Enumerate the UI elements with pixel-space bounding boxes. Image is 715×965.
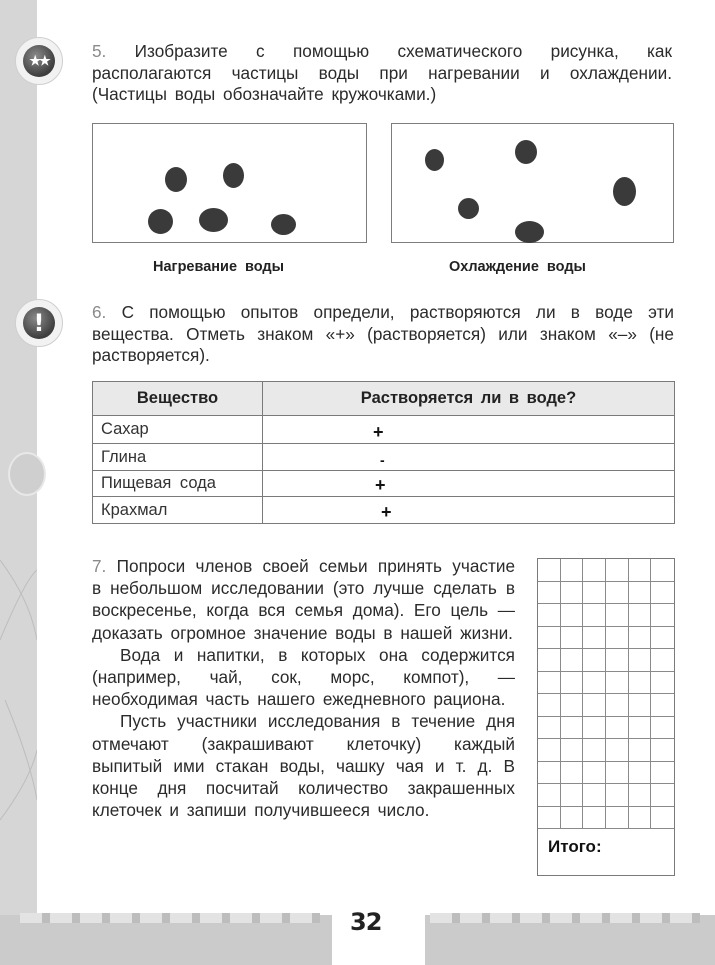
water-particle (223, 163, 244, 188)
heating-diagram[interactable] (92, 123, 367, 243)
tally-cell[interactable] (561, 627, 584, 650)
tally-cell[interactable] (561, 807, 584, 830)
tally-cell[interactable] (606, 582, 629, 605)
task-6-number: 6. (92, 302, 107, 322)
stars-badge (15, 37, 63, 85)
tally-cell[interactable] (606, 739, 629, 762)
page-number: 32 (350, 908, 382, 936)
tally-cell[interactable] (538, 672, 561, 695)
tally-cell[interactable] (538, 762, 561, 785)
tally-cell[interactable] (629, 672, 652, 695)
water-particle (148, 209, 173, 234)
tally-cell[interactable] (651, 559, 674, 582)
tally-cell[interactable] (651, 762, 674, 785)
substance-cell: Глина (93, 444, 263, 471)
tally-cell[interactable] (606, 627, 629, 650)
tally-cell[interactable] (629, 717, 652, 740)
tally-cell[interactable] (606, 604, 629, 627)
task-6-instructions: С помощью опытов определи, растворяются ли в воде эти вещества. Отметь знаком «+» (растворяется) или знаком «–» (не растворяется). (92, 302, 674, 365)
answer-mark: - (380, 452, 385, 468)
tally-cell[interactable] (583, 582, 606, 605)
answer-mark: + (381, 502, 392, 522)
tally-cell[interactable] (583, 717, 606, 740)
tally-cell[interactable] (629, 582, 652, 605)
header-dissolves: Растворяется ли в воде? (263, 382, 675, 416)
cooling-caption: Охлаждение воды (449, 259, 586, 275)
tally-cell[interactable] (561, 762, 584, 785)
tally-cell[interactable] (606, 559, 629, 582)
tally-cell[interactable] (538, 627, 561, 650)
water-particle (515, 221, 544, 243)
tally-cell[interactable] (538, 582, 561, 605)
total-row[interactable] (538, 829, 674, 875)
tally-cell[interactable] (583, 604, 606, 627)
tally-cell[interactable] (651, 604, 674, 627)
table-row (93, 497, 675, 524)
water-particle (165, 167, 187, 192)
table-row (93, 444, 675, 471)
water-particle (515, 140, 537, 164)
tally-cell[interactable] (538, 559, 561, 582)
tally-cell[interactable] (561, 739, 584, 762)
tally-cell[interactable] (606, 807, 629, 830)
tally-cell[interactable] (561, 559, 584, 582)
answer-cell[interactable] (263, 497, 675, 524)
task-5-text (92, 41, 672, 106)
tally-cell[interactable] (629, 784, 652, 807)
tally-cell[interactable] (583, 784, 606, 807)
tally-cell[interactable] (629, 762, 652, 785)
cooling-diagram[interactable] (391, 123, 674, 243)
tally-cell[interactable] (651, 672, 674, 695)
tally-cell[interactable] (538, 784, 561, 807)
task-7-paragraph: Вода и напитки, в которых она содержится (например, чай, сок, морс, компот), — необходимая часть нашего ежедневного рациона. (92, 644, 515, 710)
tally-cell[interactable] (651, 694, 674, 717)
substance-cell: Крахмал (93, 497, 263, 524)
task-7-paragraph: 7. Попроси членов своей семьи принять участие в небольшом исследовании (это лучше сделать в воскресенье, когда вся семья дома). Его цель — доказать огромное значение воды в нашей жизни. (92, 556, 516, 643)
tally-cell[interactable] (651, 784, 674, 807)
water-particle (425, 149, 444, 171)
tally-cell[interactable] (561, 604, 584, 627)
substance-cell: Сахар (93, 416, 263, 444)
tally-cell[interactable] (583, 694, 606, 717)
tally-cell[interactable] (629, 739, 652, 762)
water-particle (271, 214, 296, 235)
tally-cell[interactable] (606, 762, 629, 785)
tally-cell[interactable] (561, 784, 584, 807)
answer-mark: + (373, 422, 384, 442)
tally-cell[interactable] (629, 649, 652, 672)
tally-cells (538, 559, 674, 829)
tally-cell[interactable] (583, 672, 606, 695)
substance-cell: Пищевая сода (93, 471, 263, 497)
tally-cell[interactable] (538, 717, 561, 740)
tally-cell[interactable] (538, 694, 561, 717)
water-particle (613, 177, 636, 206)
tally-cell[interactable] (606, 672, 629, 695)
tally-cell[interactable] (606, 717, 629, 740)
task-7-text (92, 555, 515, 821)
tally-cell[interactable] (629, 807, 652, 830)
header-substance: Вещество (93, 382, 263, 416)
answer-cell[interactable] (263, 444, 675, 471)
tally-cell[interactable] (606, 694, 629, 717)
footer-stripes-left (20, 913, 320, 923)
tally-cell[interactable] (561, 717, 584, 740)
tally-cell[interactable] (606, 649, 629, 672)
tally-cell[interactable] (538, 807, 561, 830)
solubility-table (92, 381, 675, 524)
table-row (93, 471, 675, 497)
tally-cell[interactable] (651, 649, 674, 672)
tally-cell[interactable] (538, 739, 561, 762)
tally-cell[interactable] (651, 739, 674, 762)
tally-cell[interactable] (583, 627, 606, 650)
task-7-paragraph: Пусть участники исследования в течение дня отмечают (закрашивают клеточку) каждый выпитый ими стакан воды, чашку чая и т. д. В конце дня посчитай количество закрашенных клеточек и запиши получившееся число. (92, 711, 515, 821)
water-particle (458, 198, 479, 219)
answer-cell[interactable] (263, 416, 675, 444)
footer-stripes-right (430, 913, 700, 923)
tally-grid (537, 558, 675, 876)
water-particle (199, 208, 228, 232)
table-row (93, 416, 675, 444)
exclamation-icon: ! (23, 307, 55, 339)
tally-cell[interactable] (606, 784, 629, 807)
tally-cell[interactable] (538, 604, 561, 627)
tally-cell[interactable] (561, 694, 584, 717)
tally-cell[interactable] (583, 762, 606, 785)
answer-mark: + (375, 475, 386, 495)
exclamation-badge (15, 299, 63, 347)
total-label: Итого: (548, 837, 602, 856)
task-5-instructions: Изобразите с помощью схематического рисунка, как располагаются частицы воды при нагревании и охлаждении. (Частицы воды обозначайте кружочками.) (92, 41, 672, 104)
tally-cell[interactable] (629, 559, 652, 582)
tally-cell[interactable] (629, 694, 652, 717)
task-5-number: 5. (92, 41, 107, 61)
tally-cell[interactable] (561, 582, 584, 605)
tally-cell[interactable] (651, 627, 674, 650)
tally-cell[interactable] (629, 627, 652, 650)
tally-cell[interactable] (651, 582, 674, 605)
task-7-number: 7. (92, 556, 107, 576)
tally-cell[interactable] (583, 559, 606, 582)
table-header-row (93, 382, 675, 416)
heating-caption: Нагревание воды (153, 259, 285, 275)
tally-cell[interactable] (561, 649, 584, 672)
tally-cell[interactable] (583, 807, 606, 830)
tally-cell[interactable] (651, 717, 674, 740)
tally-cell[interactable] (583, 739, 606, 762)
stars-icon: ★★ (23, 45, 55, 77)
tally-cell[interactable] (651, 807, 674, 830)
answer-cell[interactable] (263, 471, 675, 497)
task-6-text (92, 302, 674, 367)
tally-cell[interactable] (561, 672, 584, 695)
decorative-circle (8, 452, 46, 496)
tally-cell[interactable] (538, 649, 561, 672)
tally-cell[interactable] (629, 604, 652, 627)
tally-cell[interactable] (583, 649, 606, 672)
